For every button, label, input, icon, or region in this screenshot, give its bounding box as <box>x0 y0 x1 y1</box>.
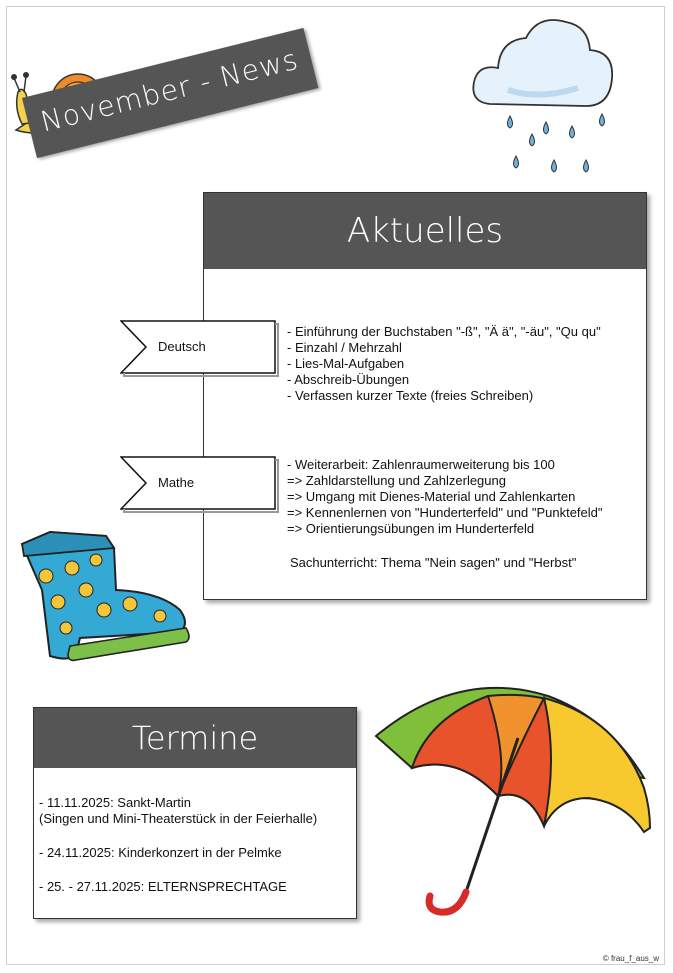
rain-boot-illustration <box>10 520 195 670</box>
sachunterricht-line: Sachunterricht: Thema "Nein sagen" und "Herbst" <box>290 555 577 570</box>
list-item: - 25. - 27.11.2025: ELTERNSPRECHTAGE <box>39 879 287 894</box>
list-item: - Abschreib-Übungen <box>287 372 410 387</box>
list-item: => Kennenlernen von "Hunderterfeld" und "Punktefeld" <box>287 505 603 520</box>
rain-cloud-illustration <box>468 4 618 218</box>
page-title: November - News <box>37 42 302 139</box>
termine-box <box>33 707 357 919</box>
list-item: - 24.11.2025: Kinderkonzert in der Pelmke <box>39 845 282 860</box>
list-item: => Umgang mit Dienes-Material und Zahlenkarten <box>287 489 576 504</box>
aktuelles-box <box>203 192 647 600</box>
aktuelles-heading: Aktuelles <box>204 193 646 269</box>
list-item: - Weiterarbeit: Zahlenraumerweiterung bis 100 <box>287 457 555 472</box>
deutsch-list <box>287 324 601 404</box>
umbrella-illustration <box>368 678 664 932</box>
deutsch-tag <box>120 320 285 374</box>
list-item: - 11.11.2025: Sankt-Martin <box>39 795 191 810</box>
list-item: (Singen und Mini-Theaterstück in der Feierhalle) <box>39 811 318 826</box>
list-item: - Einzahl / Mehrzahl <box>287 340 402 355</box>
mathe-tag <box>120 456 285 510</box>
mathe-list <box>287 457 603 537</box>
copyright-credit: © frau_f_aus_w <box>602 954 659 963</box>
deutsch-tag-label: Deutsch <box>158 339 206 354</box>
list-item: => Zahldarstellung und Zahlzerlegung <box>287 473 506 488</box>
list-item: - Einführung der Buchstaben "-ß", "Ä ä", "-äu", "Qu qu" <box>287 324 601 339</box>
list-item: - Verfassen kurzer Texte (freies Schreiben) <box>287 388 534 403</box>
mathe-tag-label: Mathe <box>158 475 195 490</box>
termine-list <box>39 795 317 895</box>
list-item: - Lies-Mal-Aufgaben <box>287 356 405 371</box>
list-item: => Orientierungsübungen im Hunderterfeld <box>287 521 535 536</box>
termine-heading: Termine <box>34 708 356 768</box>
